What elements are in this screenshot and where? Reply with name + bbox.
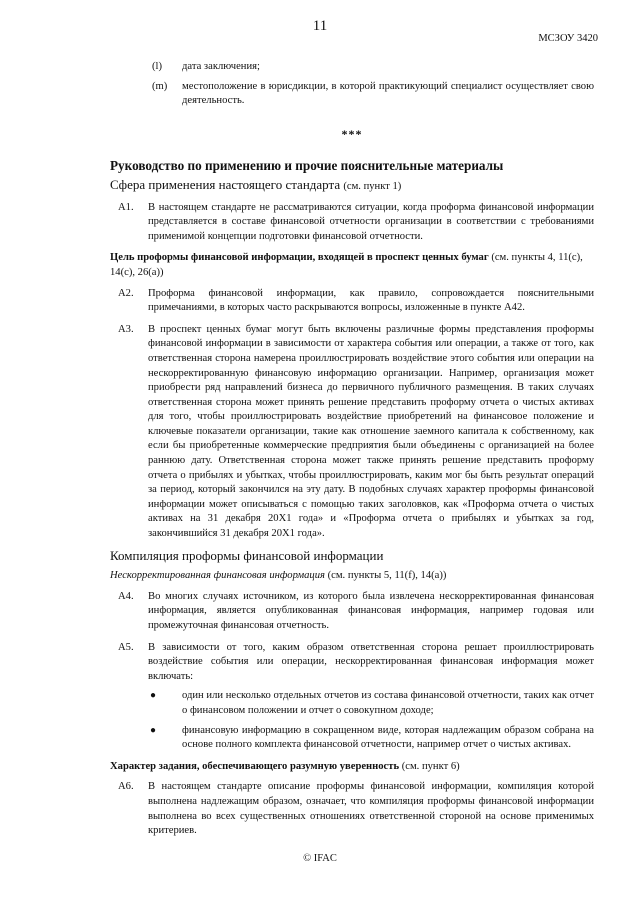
list-item-text: дата заключения; <box>182 61 260 72</box>
paragraph-text: Во многих случаях источником, из которого была извлечена нескорректированная финансовая информация, является опубликованная финансовая информация, например годовая или промежуточная финансовая отчетность. <box>148 590 594 631</box>
section-heading-text: Сфера применения настоящего стандарта <box>110 176 341 192</box>
section-heading-nature <box>110 760 594 775</box>
bullet-icon: ● <box>150 690 157 702</box>
subsection-heading-text: Нескорректированная финансовая информация <box>110 570 325 582</box>
paragraph-number: A4. <box>118 590 134 602</box>
paragraph-number: A6. <box>118 781 134 793</box>
paragraph-a6 <box>110 780 594 838</box>
bullet-text: финансовую информацию в сокращенном виде, которая надлежащим образом собрана на основе полного комплекта финансовой отчетности, например отчет о чистых активах. <box>182 724 594 751</box>
section-heading-purpose <box>110 251 594 280</box>
paragraph-text: В настоящем стандарте не рассматриваются ситуации, когда проформа финансовой информации представляется в составе финансовой отчетности организации в соответствии с требованиями применимой концепции подготовки финансовой отчетности. <box>148 201 594 242</box>
paragraph-text: В настоящем стандарте описание проформы финансовой информации, компиляция которой выполнена надлежащим образом, означает, что компиляция проформы финансовой информации выполнена во всех существенных отношениях ответственной стороной на основе применимых критериев. <box>148 781 594 837</box>
section-heading-text: Характер задания, обеспечивающего разумную уверенность <box>110 760 400 772</box>
subsection-heading-ref: (см. пункты 5, 11(f), 14(a)) <box>327 570 447 582</box>
section-heading-ref: (см. пункты 4, 11(c), 14(c), 26(a)) <box>110 252 583 278</box>
section-heading-compilation: Компиляция проформы финансовой информации <box>110 547 384 563</box>
footer-copyright: © IFAC <box>303 853 337 864</box>
paragraph-a2 <box>110 287 594 316</box>
subsection-heading <box>110 569 594 584</box>
paragraph-a4 <box>110 590 594 634</box>
list-item <box>152 60 594 75</box>
list-item-label: (l) <box>152 61 162 72</box>
bullet-text: один или несколько отдельных отчетов из состава финансовой отчетности, таких как отчет о финансовом положении и отчет о совокупном доходе; <box>182 690 594 716</box>
paragraph-text: В проспект ценных бумаг могут быть включены различные формы представления проформы финансовой информации в зависимости от характера события или операции, а также от того, как ответственная сторона намерена проиллюстрировать воздействие этого события или операции на нескорректированную финансовую информацию организации. Например, организация может приобрести ряд направлений бизнеса до первичного публичного размещения. В таких случаях ответственная сторона может принять решение представить проформу отчета о чистых активах для того, чтобы проиллюстрировать воздействие приобретений на финансовое положение и ключевые показатели организации, такие как отношение заемного капитала к собственному, как если бы приобретенные коммерческие предприятия были объединены с организацией на более раннюю дату. Ответственная сторона может также принять решение представить проформу отчета о прибылях и убытках, чтобы проиллюстрировать, каким мог бы быть результат операций за период, который закончился на эту дату. В подобных случаях характер проформы финансовой информации может описываться с помощью таких заголовков, как «Проформа отчета о чистых активах на 31 декабря 20X1 года» и «Проформа отчета о прибылях и убытках за год, закончившийся 31 декабря 20X1 года». <box>148 323 594 540</box>
page-number: 11 <box>312 18 328 34</box>
section-heading-text: Цель проформы финансовой информации, входящей в проспект ценных бумаг <box>110 252 489 264</box>
list-item-text: местоположение в юрисдикции, в которой практикующий специалист осуществляет свою деятельность. <box>182 80 594 107</box>
paragraph-a1 <box>110 201 594 245</box>
bullet-item <box>150 689 594 718</box>
list-item <box>152 80 594 109</box>
paragraph-text: Проформа финансовой информации, как правило, сопровождается пояснительными примечаниями, в которых часто раскрываются вопросы, изложенные в пункте A42. <box>148 287 594 314</box>
bullet-icon: ● <box>150 724 157 736</box>
list-item-label: (m) <box>152 80 168 92</box>
paragraph-number: A5. <box>118 641 134 653</box>
main-heading: Руководство по применению и прочие пояснительные материалы <box>110 158 504 174</box>
section-heading-ref: (см. пункт 6) <box>401 760 460 772</box>
page-content <box>110 60 594 846</box>
paragraph-number: A2. <box>118 287 134 299</box>
paragraph-a3 <box>110 323 594 542</box>
section-separator: *** <box>341 126 363 141</box>
paragraph-number: A1. <box>118 201 134 213</box>
paragraph-text: В зависимости от того, каким образом ответственная сторона решает проиллюстрировать воздействие события или операции, нескорректированная финансовая информация может включать: <box>148 641 594 682</box>
bullet-item <box>150 724 594 753</box>
section-heading-ref: (см. пункт 1) <box>343 180 402 192</box>
paragraph-number: A3. <box>118 323 134 335</box>
section-heading-scope <box>110 178 594 195</box>
document-id: МСЗОУ 3420 <box>538 33 598 44</box>
paragraph-a5 <box>110 641 594 753</box>
